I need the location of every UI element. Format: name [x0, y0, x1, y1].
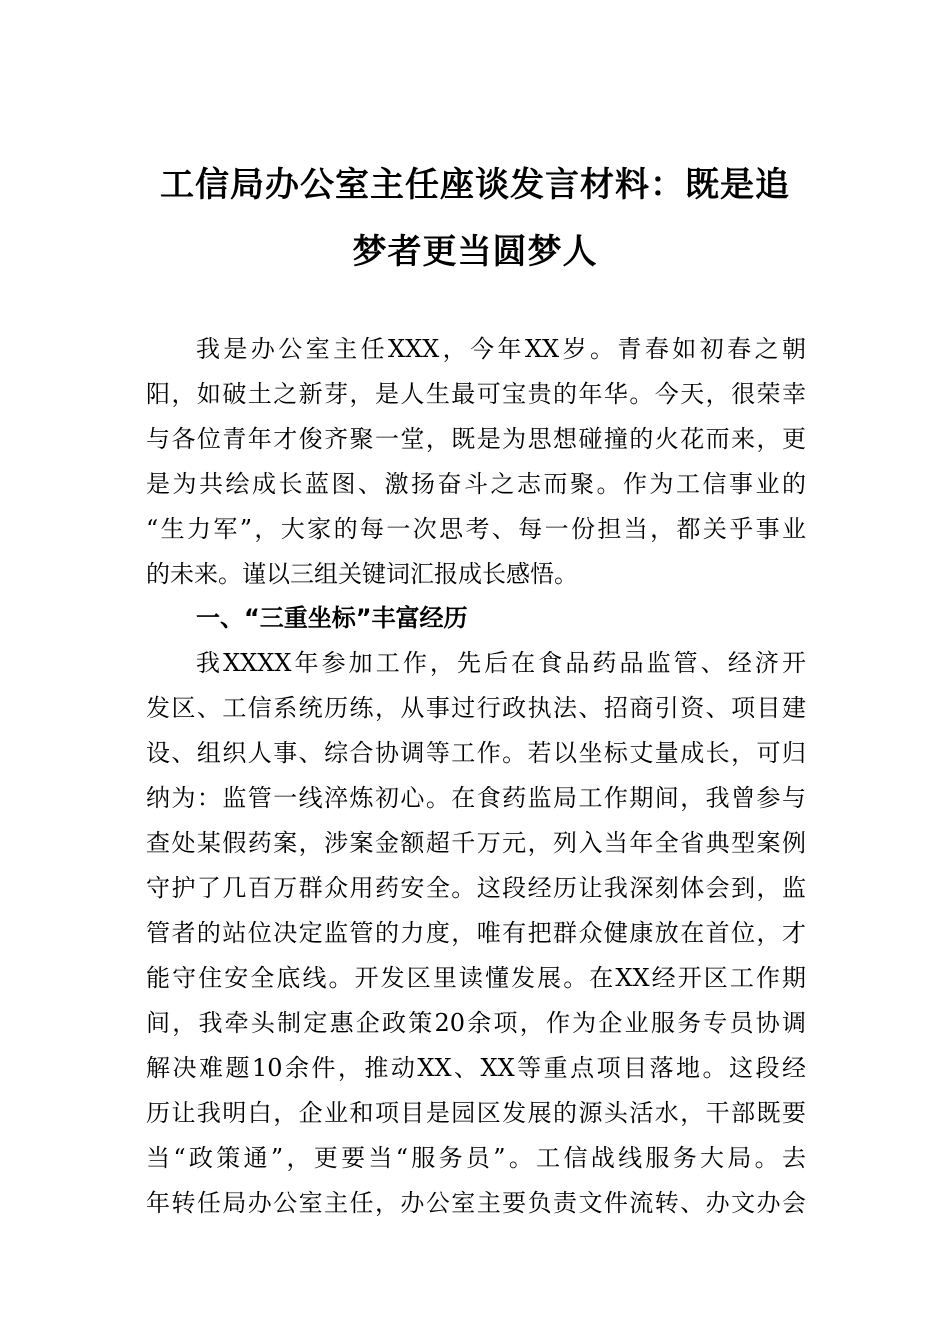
paragraph2-line: 能守住安全底线。开发区里读懂发展。在XX经开区工作期 [146, 964, 806, 992]
paragraph2-line: 间，我牵头制定惠企政策20余项，作为企业服务专员协调 [146, 1009, 806, 1037]
paragraph1-line: 与各位青年才俊齐聚一堂，既是为思想碰撞的火花而来，更 [146, 425, 806, 453]
paragraph1-line: 阳，如破土之新芽，是人生最可宝贵的年华。今天，很荣幸 [146, 380, 806, 408]
paragraph1-line: 我是办公室主任XXX，今年XX岁。青春如初春之朝 [196, 335, 806, 363]
paragraph2-line: 守护了几百万群众用药安全。这段经历让我深刻体会到，监 [146, 874, 806, 902]
document-title-line-1: 工信局办公室主任座谈发言材料：既是追 [160, 165, 790, 205]
paragraph2-line: 发区、工信系统历练，从事过行政执法、招商引资、项目建 [146, 694, 806, 722]
paragraph1-line: 是为共绘成长蓝图、激扬奋斗之志而聚。作为工信事业的 [146, 470, 806, 498]
paragraph2-line: 设、组织人事、综合协调等工作。若以坐标丈量成长，可归 [146, 739, 806, 767]
document-title-line-2: 梦者更当圆梦人 [352, 232, 598, 272]
paragraph2-line: 当“政策通”，更要当“服务员”。工信战线服务大局。去 [146, 1144, 806, 1172]
paragraph2-line: 历让我明白，企业和项目是园区发展的源头活水，干部既要 [146, 1099, 806, 1127]
paragraph2-line: 查处某假药案，涉案金额超千万元，列入当年全省典型案例 [146, 829, 806, 857]
paragraph1-line: 的未来。谨以三组关键词汇报成长感悟。 [146, 560, 578, 588]
paragraph2-line: 纳为：监管一线淬炼初心。在食药监局工作期间，我曾参与 [146, 784, 806, 812]
paragraph2-line: 管者的站位决定监管的力度，唯有把群众健康放在首位，才 [146, 919, 806, 947]
paragraph2-line: 解决难题10余件，推动XX、XX等重点项目落地。这段经 [146, 1054, 806, 1082]
paragraph2-line: 我XXXX年参加工作，先后在食品药品监管、经济开 [196, 649, 806, 677]
section-heading-1: 一、“三重坐标”丰富经历 [196, 604, 468, 632]
paragraph1-line: “生力军”，大家的每一次思考、每一份担当，都关乎事业 [146, 515, 806, 543]
paragraph2-line: 年转任局办公室主任，办公室主要负责文件流转、办文办会 [146, 1189, 806, 1217]
